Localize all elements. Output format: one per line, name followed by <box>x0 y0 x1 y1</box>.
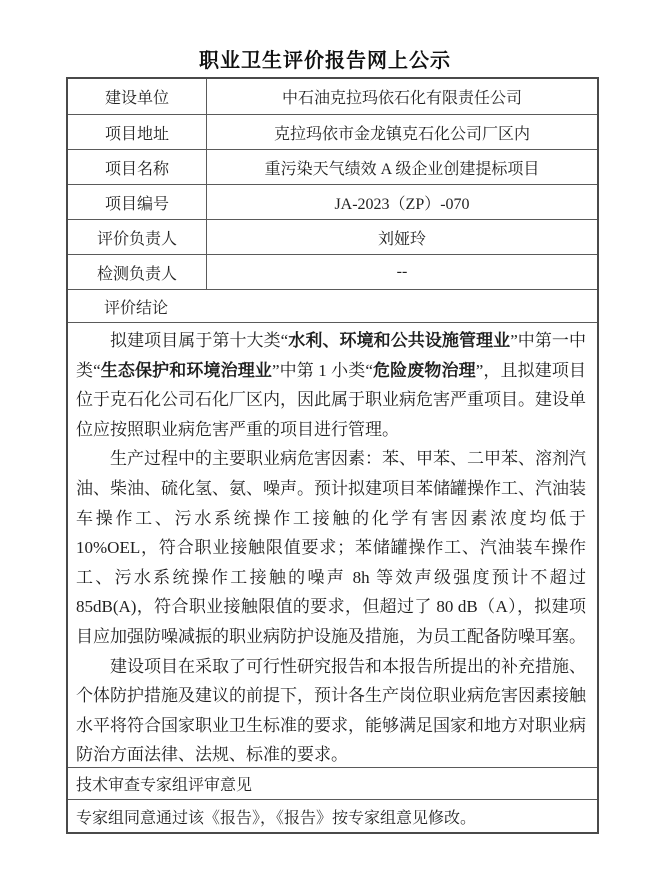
report-table <box>66 77 599 834</box>
expert-review-header: 技术审查专家组评审意见 <box>68 767 597 799</box>
page-title: 职业卫生评价报告网上公示 <box>199 50 451 72</box>
table-row-construction-unit <box>68 79 597 114</box>
conclusion-paragraph: 建设项目在采取了可行性研究报告和本报告所提出的补充措施、个体防护措施及建议的前提下，预计各生产岗位职业病危害因素接触水平将符合国家职业卫生标准的要求，能够满足国家和地方对职业病防治方面法律、法规、标准的要求。 <box>76 656 586 765</box>
row-label: 项目名称 <box>68 150 207 184</box>
expert-review-opinion: 专家组同意通过该《报告》，《报告》按专家组意见修改。 <box>68 799 597 832</box>
conclusion-paragraph: 拟建项目属于第十大类“水利、环境和公共设施管理业”中第一中类“生态保护和环境治理业”中第 1 小类“危险废物治理”，且拟建项目位于克石化公司石化厂区内，因此属于职业病危害严重项目。建设单位应按照职业病危害严重的项目进行管理。 <box>76 331 587 439</box>
row-value: 克拉玛依市金龙镇克石化公司厂区内 <box>273 125 530 143</box>
table-row-project-address <box>68 114 597 149</box>
row-value: -- <box>396 263 408 280</box>
row-label: 项目地址 <box>68 115 207 149</box>
row-label: 建设单位 <box>68 79 207 114</box>
table-row-project-name <box>68 149 597 184</box>
row-value: 中石油克拉玛依石化有限责任公司 <box>281 90 522 107</box>
table-row-project-number <box>68 184 597 219</box>
conclusion-paragraph: 生产过程中的主要职业病危害因素：苯、甲苯、二甲苯、溶剂汽油、柴油、硫化氢、氨、噪声。预计拟建项目苯储罐操作工、汽油装车操作工、污水系统操作工接触的化学有害因素浓度均低于 10%OEL，符合职业接触限值要求；苯储罐操作工、汽油装车操作工、污水系统操作工接触的噪声 8h 等效声级强度预计不超过 85dB(A)，符合职业接触限值的要求，但超过了 80 dB（A），拟建项目应加强防噪减振的职业病防护设施及措施，为员工配备防噪耳塞。 <box>76 449 586 646</box>
row-value: 刘娅玲 <box>377 230 426 248</box>
row-value: 重污染天气绩效 A 级企业创建提标项目 <box>264 160 540 178</box>
row-label: 检测负责人 <box>68 255 207 289</box>
row-value: JA-2023（ZP）-070 <box>334 195 470 213</box>
table-row-testing-lead <box>68 254 597 289</box>
row-label: 评价负责人 <box>68 220 207 254</box>
table-row-evaluation-lead <box>68 219 597 254</box>
row-label: 项目编号 <box>68 185 207 219</box>
conclusion-text <box>68 322 597 767</box>
conclusion-header: 评价结论 <box>68 289 597 322</box>
